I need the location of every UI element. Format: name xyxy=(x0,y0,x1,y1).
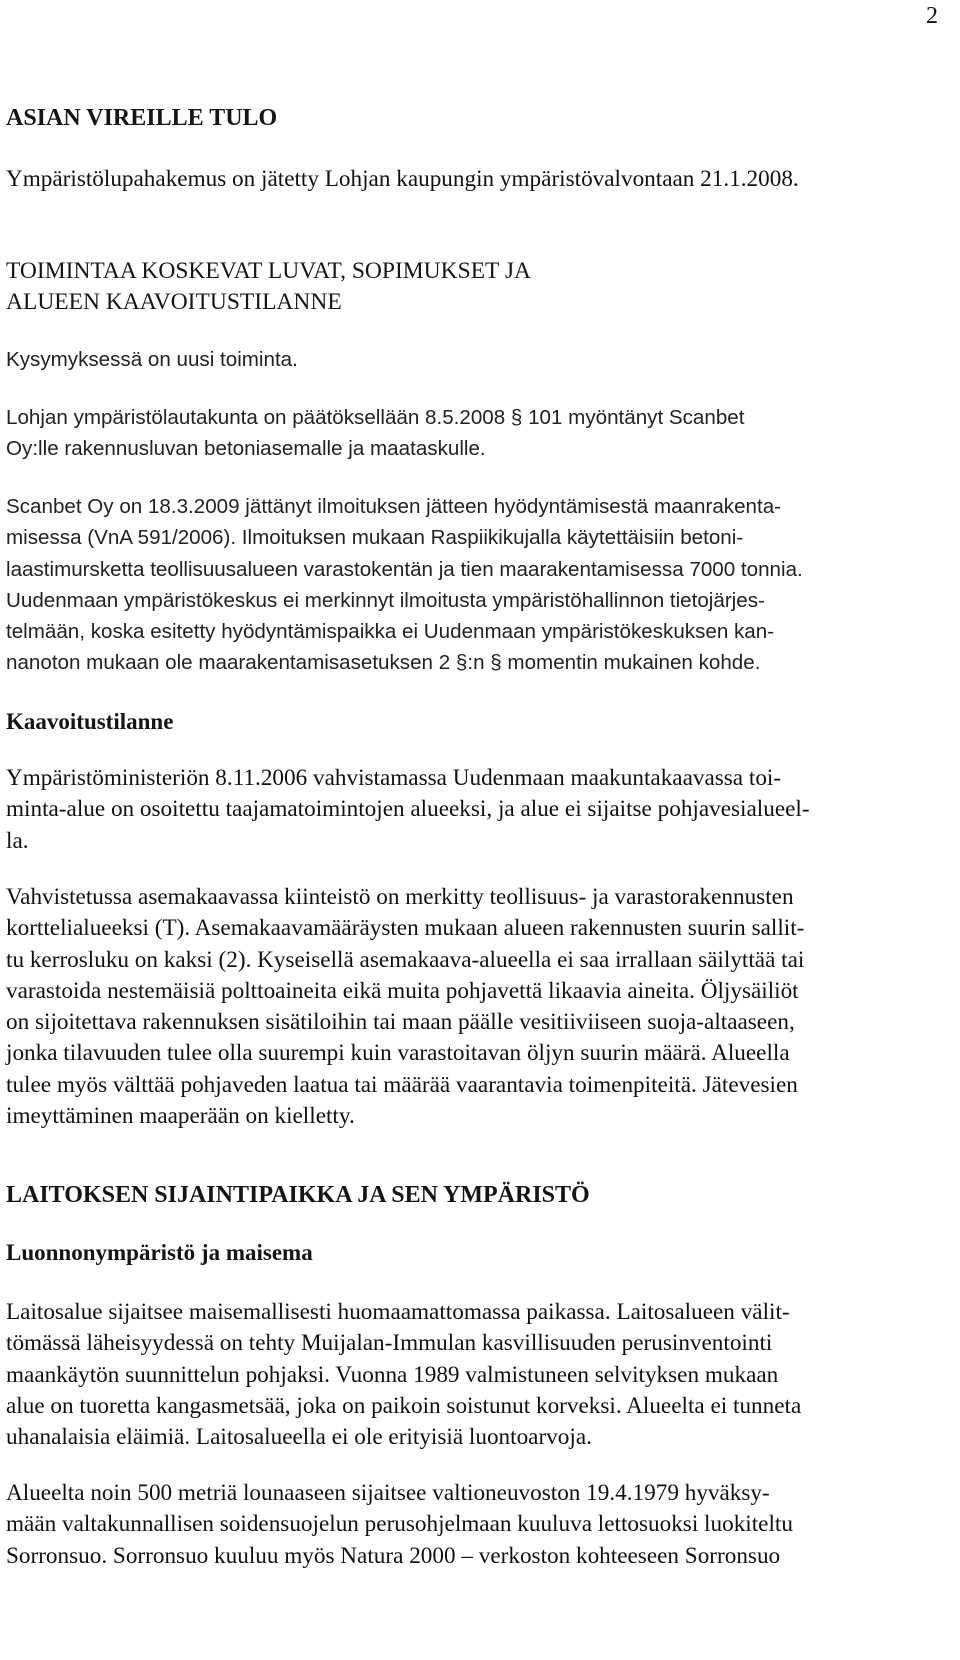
text-line: tu kerrosluku on kaksi (2). Kyseisellä asemakaava-alueella ei saa irrallaan säilyttää tai xyxy=(6,946,805,973)
zoning-paragraph-2 xyxy=(6,882,946,1132)
section-heading-permits xyxy=(6,256,946,318)
text-line: nanoton mukaan ole maarakentamisasetuksen 2 §:n § momentin mukainen kohde. xyxy=(6,651,761,675)
text-line: Uudenmaan ympäristökeskus ei merkinnyt ilmoitusta ympäristöhallinnon tietojärjes- xyxy=(6,588,765,612)
text-line: Sorronsuo. Sorronsuo kuuluu myös Natura 2000 – verkoston kohteeseen Sorronsuo xyxy=(6,1542,781,1569)
text-line: Lohjan ympäristölautakunta on päätöksellään 8.5.2008 § 101 myöntänyt Scanbet xyxy=(6,406,745,429)
subheading-nature: Luonnonympäristö ja maisema xyxy=(6,1240,313,1265)
application-paragraph: Ympäristölupahakemus on jätetty Lohjan kaupungin ympäristövalvontaan 21.1.2008. xyxy=(6,166,799,192)
text-line: on sijoitettava rakennuksen sisätiloihin tai maan päälle vesitiiviiseen suoja-altaaseen, xyxy=(6,1009,795,1036)
text-line: alue on tuoretta kangasmetsää, joka on paikoin soistunut korveksi. Alueelta ei tunneta xyxy=(6,1392,802,1419)
heading-line: TOIMINTAA KOSKEVAT LUVAT, SOPIMUKSET JA xyxy=(6,258,531,284)
heading-line: ALUEEN KAAVOITUSTILANNE xyxy=(6,289,342,315)
text-line: varastoida nestemäisiä polttoaineita eikä muita pohjavettä likaavia aineita. Öljysäiliöt xyxy=(6,977,799,1004)
page-number: 2 xyxy=(926,3,938,29)
text-line: laastimursketta teollisuusalueen varastokentän ja tien maarakentamisessa 7000 tonnia. xyxy=(6,557,803,581)
section-heading-location: LAITOKSEN SIJAINTIPAIKKA JA SEN YMPÄRISTÖ xyxy=(6,1182,590,1208)
text-line: Laitosalue sijaitsee maisemallisesti huomaamattomassa paikassa. Laitosalueen välit- xyxy=(6,1299,790,1325)
location-paragraph-2 xyxy=(6,1478,946,1572)
text-line: jonka tilavuuden tulee olla suurempi kuin varastoitavan öljyn suurin määrä. Alueella xyxy=(6,1040,790,1067)
section-heading-application: ASIAN VIREILLE TULO xyxy=(6,105,278,131)
text-line: Scanbet Oy on 18.3.2009 jättänyt ilmoituksen jätteen hyödyntämisestä maanrakenta- xyxy=(6,495,782,518)
text-line: Oy:lle rakennusluvan betoniasemalle ja maataskulle. xyxy=(6,437,486,461)
text-line: Vahvistetussa asemakaavassa kiinteistö on merkitty teollisuus- ja varastorakennusten xyxy=(6,884,794,910)
permits-paragraph-3 xyxy=(6,491,946,679)
text-line: tömässä läheisyydessä on tehty Muijalan-Immulan kasvillisuuden perusinventointi xyxy=(6,1330,773,1357)
text-line: korttelialueeksi (T). Asemakaavamääräysten mukaan alueen rakennusten suurin sallit- xyxy=(6,915,805,942)
permits-paragraph-1: Kysymyksessä on uusi toiminta. xyxy=(6,348,298,371)
text-line: la. xyxy=(6,827,29,854)
text-line: tulee myös välttää pohjaveden laatua tai määrää vaarantavia toimenpiteitä. Jätevesien xyxy=(6,1071,798,1098)
text-line: telmään, koska esitetty hyödyntämispaikka ei Uudenmaan ympäristökeskuksen kan- xyxy=(6,620,775,644)
text-line: minta-alue on osoitettu taajamatoimintojen alueeksi, ja alue ei sijaitse pohjavesialueel- xyxy=(6,796,810,823)
subheading-zoning: Kaavoitustilanne xyxy=(6,709,174,734)
text-line: imeyttäminen maaperään on kielletty. xyxy=(6,1103,355,1130)
text-line: maankäytön suunnittelun pohjaksi. Vuonna 1989 valmistuneen selvityksen mukaan xyxy=(6,1361,779,1388)
text-line: Ympäristöministeriön 8.11.2006 vahvistamassa Uudenmaan maakuntakaavassa toi- xyxy=(6,765,782,791)
location-paragraph-1 xyxy=(6,1297,946,1453)
text-line: mään valtakunnallisen soidensuojelun perusohjelmaan kuuluva lettosuoksi luokiteltu xyxy=(6,1511,793,1538)
text-line: Alueelta noin 500 metriä lounaaseen sijaitsee valtioneuvoston 19.4.1979 hyväksy- xyxy=(6,1480,770,1506)
zoning-paragraph-1 xyxy=(6,763,946,857)
text-line: uhanalaisia eläimiä. Laitosalueella ei ole erityisiä luontoarvoja. xyxy=(6,1424,592,1451)
text-line: misessa (VnA 591/2006). Ilmoituksen mukaan Raspiikikujalla käytettäisiin betoni- xyxy=(6,526,744,550)
permits-paragraph-2 xyxy=(6,402,946,465)
